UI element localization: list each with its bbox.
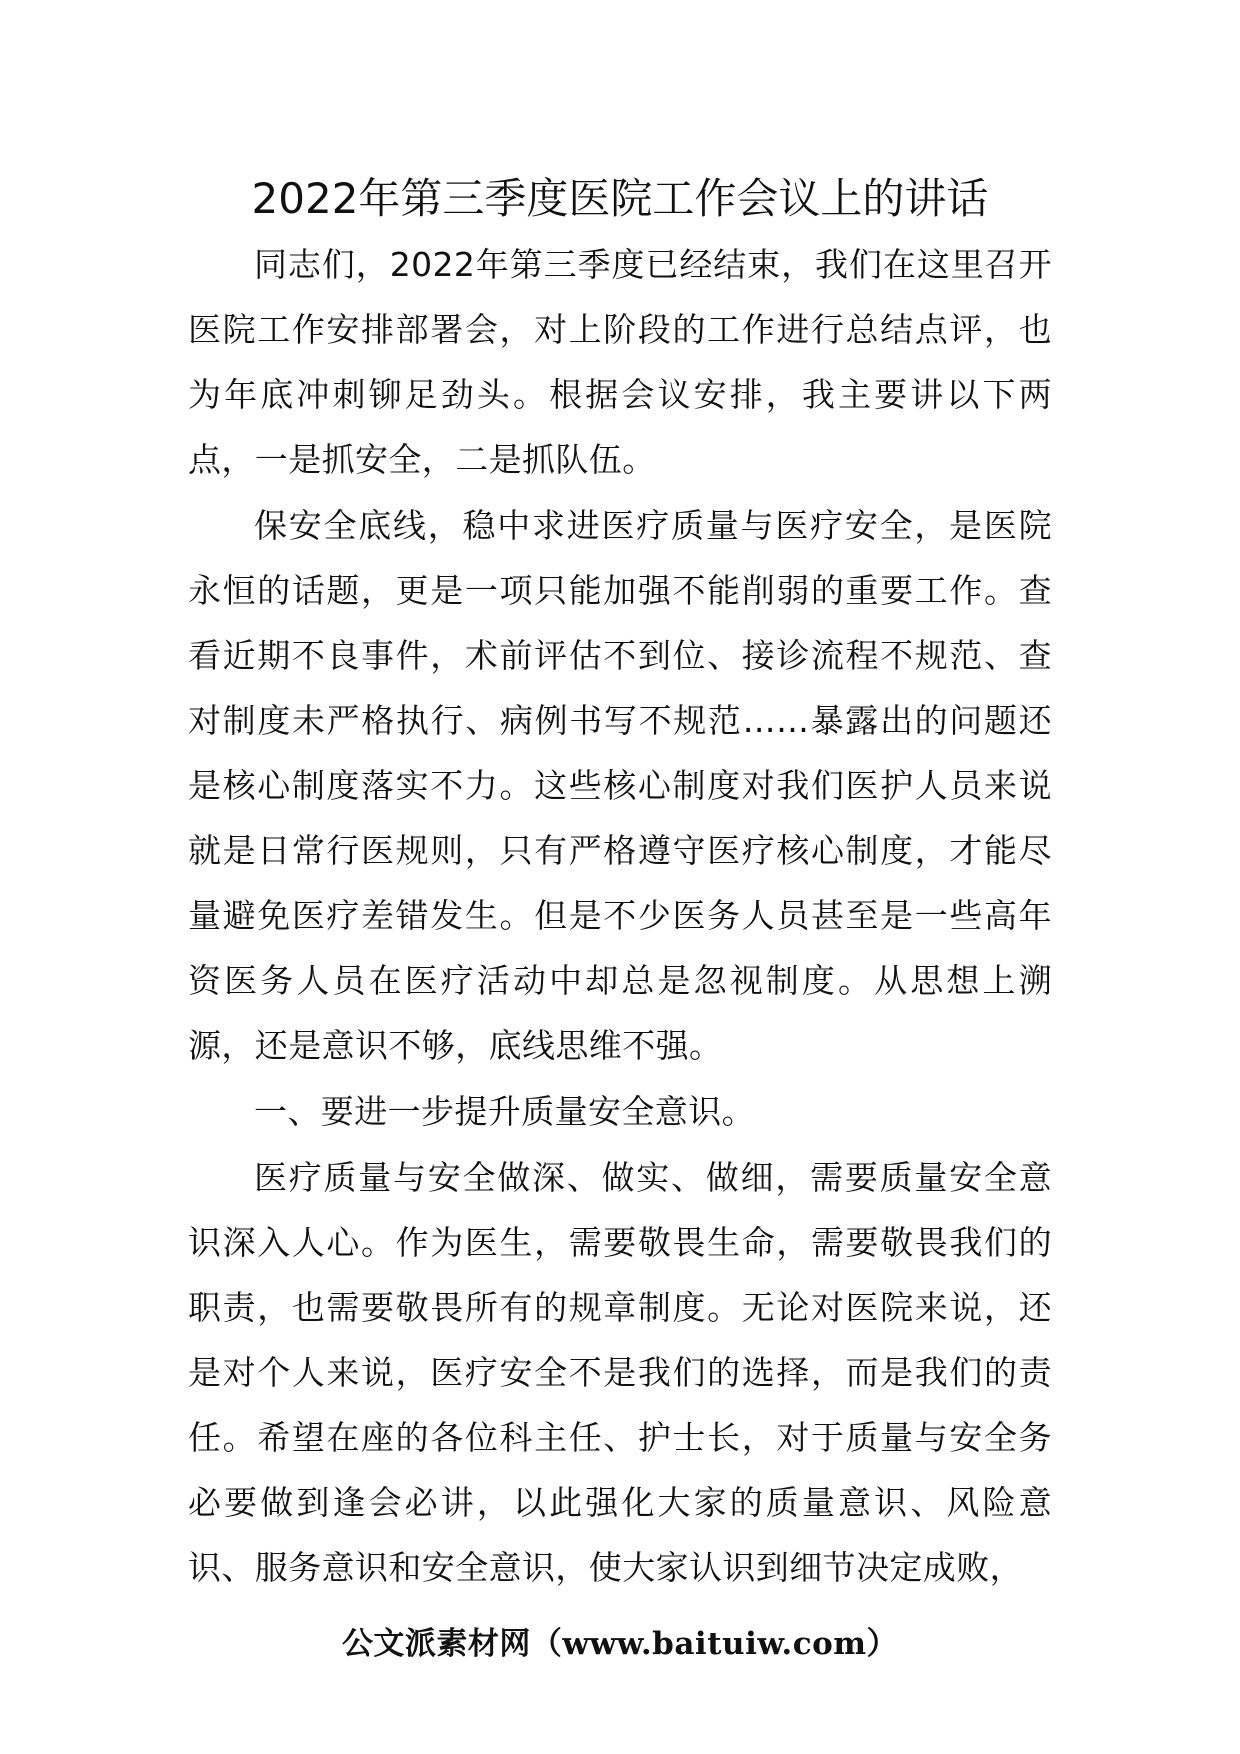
footer-watermark: 公文派素材网（www.baituiw.com）: [341, 1626, 899, 1662]
paragraph-safety-baseline: 保安全底线，稳中求进医疗质量与医疗安全，是医院永恒的话题，更是一项只能加强不能削弱的重要工作。查看近期不良事件，术前评估不到位、接诊流程不规范、查对制度未严格执行、病例书写不规范……暴露出的问题还是核心制度落实不力。这些核心制度对我们医护人员来说就是日常行医规则，只有严格遵守医疗核心制度，才能尽量避免医疗差错发生。但是不少医务人员甚至是一些高年资医务人员在医疗活动中却总是忽视制度。从思想上溯源，还是意识不够，底线思维不强。: [188, 506, 1052, 1065]
paragraph-opening: 同志们，2022年第三季度已经结束，我们在这里召开医院工作安排部署会，对上阶段的工作进行总结点评，也为年底冲刺铆足劲头。根据会议安排，我主要讲以下两点，一是抓安全，二是抓队伍。: [188, 245, 1052, 479]
document-title: 2022年第三季度医院工作会议上的讲话: [251, 174, 989, 223]
document-body: [188, 170, 1052, 1601]
paragraph-quality-awareness: 医疗质量与安全做深、做实、做细，需要质量安全意识深入人心。作为医生，需要敬畏生命，需要敬畏我们的职责，也需要敬畏所有的规章制度。无论对医院来说，还是对个人来说，医疗安全不是我们的选择，而是我们的责任。希望在座的各位科主任、护士长，对于质量与安全务必要做到逢会必讲，以此强化大家的质量意识、风险意识、服务意识和安全意识，使大家认识到细节决定成败，: [188, 1158, 1052, 1587]
section-heading-1: 一、要进一步提升质量安全意识。: [254, 1092, 755, 1131]
